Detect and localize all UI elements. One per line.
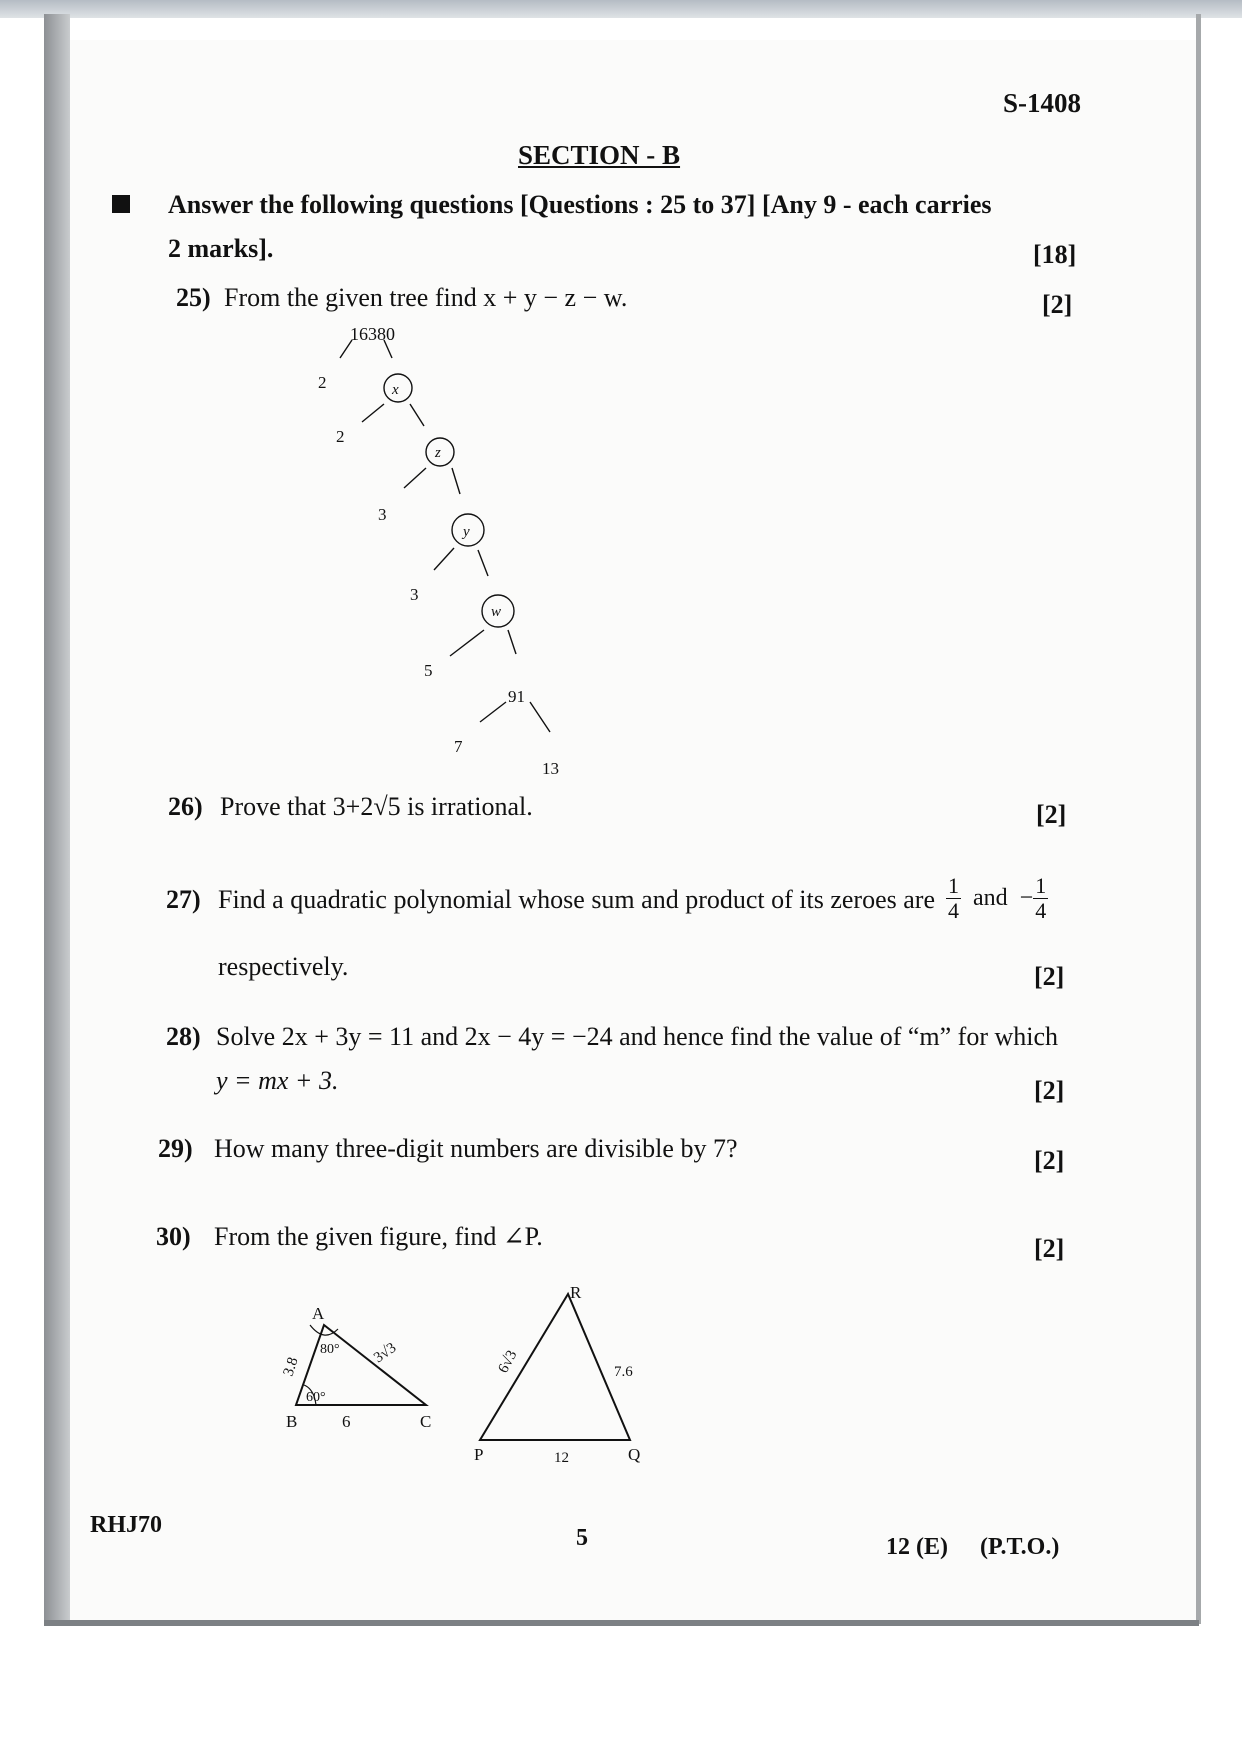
q26-marks: [2] — [1036, 800, 1067, 829]
vertex-a: A — [312, 1304, 325, 1323]
q27-fraction-1 — [946, 874, 961, 923]
q28-text: Solve 2x + 3y = 11 and 2x − 4y = −24 and hence find the value of “m” for which — [216, 1022, 1059, 1051]
bullet-icon — [112, 195, 130, 213]
side-qr: 7.6 — [614, 1364, 633, 1380]
vertex-c: C — [420, 1412, 432, 1431]
tree-node-y: y — [463, 524, 470, 540]
vertex-b: B — [286, 1412, 298, 1431]
paper-code: S-1408 — [1003, 88, 1082, 118]
angle-a: 80° — [320, 1342, 340, 1357]
q26-text — [220, 792, 533, 822]
q27-number: 27) — [166, 885, 201, 914]
side-ab: 3.8 — [280, 1355, 302, 1379]
page-number: 5 — [576, 1525, 588, 1551]
scan-edge-left — [44, 14, 70, 1624]
q27-text: Find a quadratic polynomial whose sum and product of its zeroes are — [218, 885, 935, 914]
side-ac: 3√3 — [371, 1339, 400, 1367]
side-bc: 6 — [342, 1412, 351, 1431]
tree-factor-6: 7 — [454, 737, 463, 756]
vertex-r: R — [570, 1283, 582, 1302]
q27-frac2-den: 4 — [1035, 898, 1047, 923]
tree-root: 16380 — [350, 324, 395, 344]
pto-note: (P.T.O.) — [980, 1534, 1060, 1560]
tree-node-w: w — [491, 604, 502, 620]
q25-marks: [2] — [1042, 290, 1073, 319]
tree-node-x: x — [392, 382, 399, 398]
instruction-line-1: Answer the following questions [Questions : 25 to 37] [Any 9 - each carries — [168, 190, 992, 219]
q28-number: 28) — [166, 1022, 201, 1051]
q29-number: 29) — [158, 1134, 193, 1163]
tree-factor-7: 13 — [542, 759, 559, 778]
tree-factor-2: 2 — [336, 427, 345, 446]
angle-b: 60° — [306, 1390, 326, 1405]
q26-expression: 3+2√5 — [332, 792, 401, 821]
tree-factor-1: 2 — [318, 373, 327, 392]
vertex-q: Q — [628, 1445, 641, 1464]
tree-factor-5: 5 — [424, 661, 433, 680]
section-title: SECTION - B — [518, 140, 681, 170]
side-pq: 12 — [554, 1450, 569, 1466]
footer-code: RHJ70 — [90, 1512, 162, 1538]
q27-minus: − — [1019, 885, 1034, 911]
triangle-pqr-figure — [460, 1280, 670, 1480]
q27-frac1-den: 4 — [948, 898, 959, 923]
instruction-line-2: 2 marks]. — [168, 234, 274, 263]
q27-fraction-2 — [1033, 874, 1048, 923]
q26-number: 26) — [168, 792, 203, 821]
q28-marks: [2] — [1034, 1076, 1065, 1105]
q29-marks: [2] — [1034, 1146, 1065, 1175]
q27-frac2-num: 1 — [1035, 873, 1047, 898]
q28-text-line-2: y = mx + 3. — [216, 1066, 339, 1095]
tree-factor-3: 3 — [378, 505, 387, 524]
q27-frac1-num: 1 — [948, 873, 959, 898]
q27-fractions — [946, 874, 1048, 923]
tree-node-91: 91 — [508, 687, 525, 706]
q29-text: How many three-digit numbers are divisible by 7? — [214, 1134, 738, 1163]
tree-factor-4: 3 — [410, 585, 419, 604]
q26-text-prefix: Prove that — [220, 792, 333, 821]
vertex-p: P — [474, 1445, 484, 1464]
scan-edge-bottom — [44, 1620, 1199, 1626]
q27-and: and — [973, 885, 1008, 911]
q30-text: From the given figure, find ∠P. — [214, 1222, 543, 1251]
page-total: 12 (E) — [886, 1534, 948, 1560]
side-pr: 6√3 — [495, 1347, 521, 1376]
scan-edge-top — [0, 0, 1242, 18]
q30-marks: [2] — [1034, 1234, 1065, 1263]
factor-tree-figure — [300, 318, 600, 778]
q30-number: 30) — [156, 1222, 191, 1251]
q25-number: 25) — [176, 283, 211, 312]
q25-text: From the given tree find x + y − z − w. — [224, 283, 628, 312]
tree-node-z: z — [435, 445, 441, 461]
q26-text-suffix: is irrational. — [400, 792, 533, 821]
total-marks: [18] — [1033, 240, 1077, 269]
scan-edge-right — [1196, 14, 1201, 1624]
q27-marks: [2] — [1034, 962, 1065, 991]
triangle-abc-figure — [270, 1295, 450, 1435]
q27-text-line-2: respectively. — [218, 952, 349, 981]
